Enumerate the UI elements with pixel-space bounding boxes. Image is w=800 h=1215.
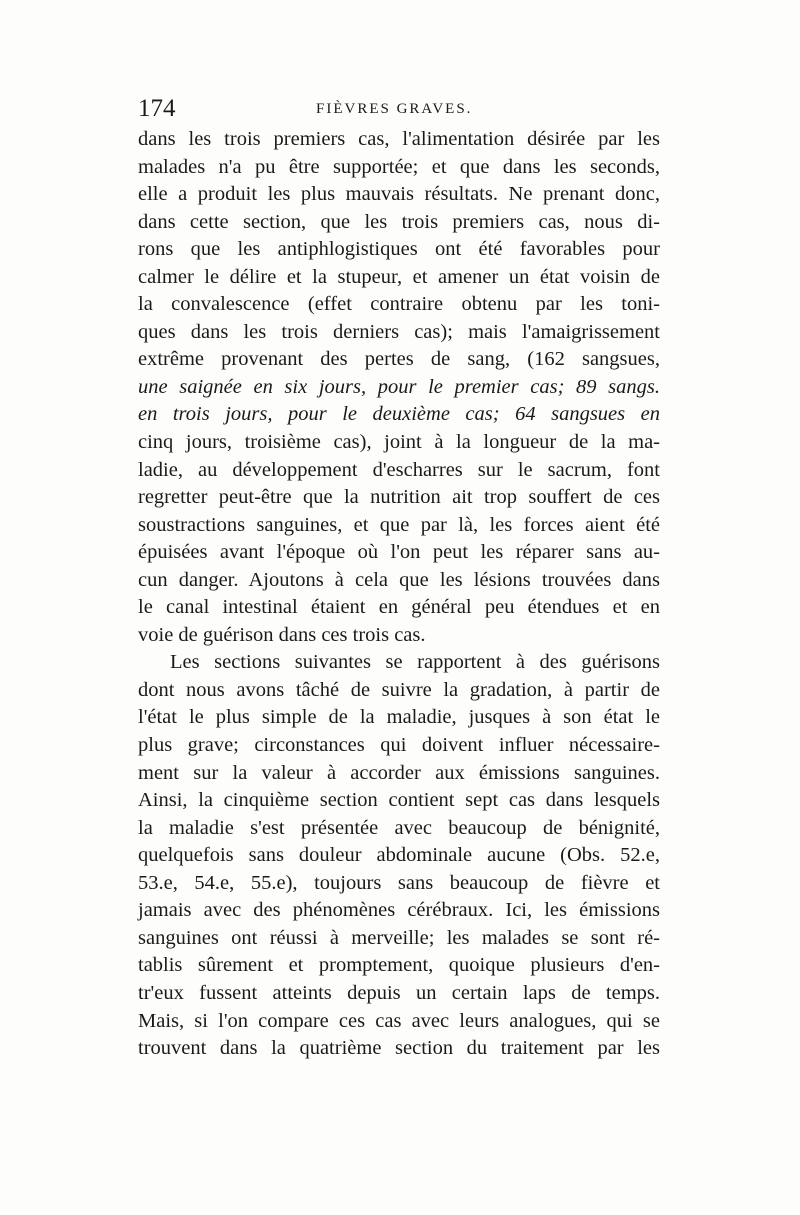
text-line: dans cette section, que les trois premiers cas, nous di-: [138, 210, 660, 233]
text-line: ques dans les trois derniers cas); mais l'amaigrissement: [138, 320, 660, 343]
text-line: calmer le délire et la stupeur, et amener un état voisin de: [138, 265, 660, 288]
text-line: quelquefois sans douleur abdominale aucune (Obs. 52.e,: [138, 844, 660, 867]
running-title: FIÈVRES GRAVES.: [316, 101, 473, 117]
text-line: le canal intestinal étaient en général peu étendues et en: [138, 596, 660, 619]
text-line: extrême provenant des pertes de sang, (162 sangsues,: [138, 348, 660, 371]
text-line: Les sections suivantes se rapportent à des guérisons: [170, 651, 660, 674]
text-line: une saignée en six jours, pour le premier cas; 89 sangs.: [138, 375, 660, 398]
text-line: cun danger. Ajoutons à cela que les lésions trouvées dans: [138, 568, 660, 591]
text-line: elle a produit les plus mauvais résultats. Ne prenant donc,: [138, 183, 660, 206]
text-line: tablis sûrement et promptement, quoique plusieurs d'en-: [138, 954, 660, 977]
text-line: jamais avec des phénomènes cérébraux. Ici, les émissions: [138, 899, 660, 922]
text-line: cinq jours, troisième cas), joint à la longueur de la ma-: [138, 431, 660, 454]
page-header: [138, 94, 660, 124]
text-line: épuisées avant l'époque où l'on peut les réparer sans au-: [138, 541, 660, 564]
text-line: plus grave; circonstances qui doivent influer nécessaire-: [138, 734, 660, 757]
text-line: dont nous avons tâché de suivre la gradation, à partir de: [138, 678, 660, 701]
text-line: sanguines ont réussi à merveille; les malades se sont ré-: [138, 926, 660, 949]
text-line: voie de guérison dans ces trois cas.: [138, 623, 426, 646]
text-line: malades n'a pu être supportée; et que dans les seconds,: [138, 155, 660, 178]
text-line: trouvent dans la quatrième section du traitement par les: [138, 1037, 660, 1060]
text-line: dans les trois premiers cas, l'alimentation désirée par les: [138, 128, 660, 150]
body-text: [138, 126, 660, 1063]
text-line: Ainsi, la cinquième section contient sept cas dans lesquels: [138, 789, 660, 812]
text-line: regretter peut-être que la nutrition ait trop souffert de ces: [138, 486, 660, 509]
text-line: la convalescence (effet contraire obtenu par les toni-: [138, 293, 660, 316]
text-line: 53.e, 54.e, 55.e), toujours sans beaucoup de fièvre et: [138, 871, 660, 894]
text-line: ment sur la valeur à accorder aux émissions sanguines.: [138, 761, 660, 784]
text-line: tr'eux fussent atteints depuis un certain laps de temps.: [138, 981, 660, 1004]
text-line: l'état le plus simple de la maladie, jusques à son état le: [138, 706, 660, 729]
text-line: rons que les antiphlogistiques ont été favorables pour: [138, 238, 660, 261]
text-line: la maladie s'est présentée avec beaucoup de bénignité,: [138, 816, 660, 839]
text-line: soustractions sanguines, et que par là, les forces aient été: [138, 513, 660, 536]
text-line: Mais, si l'on compare ces cas avec leurs analogues, qui se: [138, 1009, 660, 1032]
page-number: 174: [138, 95, 176, 122]
text-line: en trois jours, pour le deuxième cas; 64 sangsues en: [138, 403, 660, 426]
text-line: ladie, au développement d'escharres sur le sacrum, font: [138, 458, 660, 481]
